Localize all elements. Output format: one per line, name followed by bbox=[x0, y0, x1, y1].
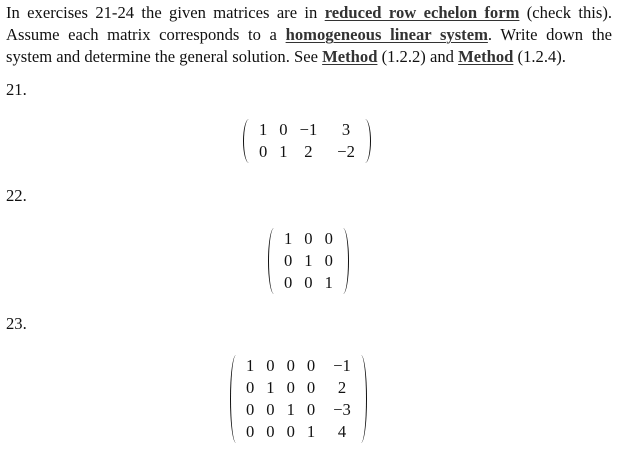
exercise-22-matrix bbox=[268, 228, 349, 294]
matrix-cell: −1 bbox=[299, 120, 318, 139]
intro-text-5: (1.2.4). bbox=[513, 47, 566, 66]
matrix-cell: 0 bbox=[324, 229, 333, 248]
matrix-cell: 0 bbox=[246, 422, 255, 441]
matrix-cell: 0 bbox=[304, 273, 313, 292]
matrix-cell: 1 bbox=[304, 251, 313, 270]
exercise-22-label: 22. bbox=[6, 186, 27, 205]
matrix-cell: −2 bbox=[337, 142, 355, 161]
matrix-cell: 4 bbox=[337, 422, 347, 441]
matrix-cell: 1 bbox=[246, 356, 255, 375]
matrix-cell: 0 bbox=[266, 422, 275, 441]
matrix-cell: 1 bbox=[286, 400, 295, 419]
matrix-row bbox=[278, 228, 339, 250]
matrix-cell: 0 bbox=[306, 356, 316, 375]
matrix-row bbox=[278, 250, 339, 272]
matrix-cell: 1 bbox=[284, 229, 293, 248]
matrix-row bbox=[240, 355, 357, 377]
matrix-row bbox=[240, 421, 357, 443]
matrix-cell: 3 bbox=[341, 120, 351, 139]
left-paren bbox=[268, 228, 278, 294]
matrix-cell: 1 bbox=[259, 120, 268, 139]
intro-text-2: (check this). Assume each matrix corresponds to a bbox=[6, 3, 612, 44]
matrix-cell: 0 bbox=[259, 142, 268, 161]
matrix-cell: 0 bbox=[246, 378, 255, 397]
matrix-cell: −3 bbox=[333, 400, 351, 419]
matrix-cell: 2 bbox=[337, 378, 347, 397]
matrix-cell: 0 bbox=[286, 356, 295, 375]
matrix-cell: 1 bbox=[279, 142, 288, 161]
method-1-2-4-link[interactable]: Method bbox=[458, 47, 514, 66]
matrix-cell: 1 bbox=[324, 273, 333, 292]
matrix-row bbox=[253, 119, 361, 141]
matrix-cell: 0 bbox=[284, 251, 293, 270]
intro-text-1: In exercises 21-24 the given matrices are in bbox=[6, 3, 325, 22]
matrix-cell: 0 bbox=[266, 400, 275, 419]
matrix-cell: 0 bbox=[306, 378, 316, 397]
exercise-23-matrix bbox=[230, 355, 367, 443]
matrix-cell: 0 bbox=[279, 120, 288, 139]
matrix-cell: 1 bbox=[306, 422, 316, 441]
matrix-cell: 2 bbox=[304, 142, 313, 161]
reduced-row-echelon-form-link[interactable]: reduced row echelon form bbox=[324, 3, 520, 22]
matrix-cell: 0 bbox=[266, 356, 275, 375]
matrix-row bbox=[240, 377, 357, 399]
exercise-21-label: 21. bbox=[6, 80, 27, 99]
matrix-row bbox=[240, 399, 357, 421]
intro-text-4: (1.2.2) and bbox=[377, 47, 459, 66]
left-paren bbox=[230, 355, 240, 443]
matrix-cell: 0 bbox=[286, 422, 295, 441]
matrix-cell: 0 bbox=[304, 229, 313, 248]
homogeneous-linear-system-link[interactable]: homogeneous linear system bbox=[285, 25, 488, 44]
left-paren bbox=[243, 119, 253, 163]
matrix-cell: 0 bbox=[306, 400, 316, 419]
intro-text-3: . Write down the system and determine the general solution. See bbox=[6, 25, 612, 66]
right-paren bbox=[357, 355, 367, 443]
matrix-cell: 1 bbox=[266, 378, 275, 397]
exercise-23-label: 23. bbox=[6, 314, 27, 333]
matrix-table bbox=[253, 119, 361, 163]
matrix-table bbox=[240, 355, 357, 443]
right-paren bbox=[339, 228, 349, 294]
matrix-table bbox=[278, 228, 339, 294]
matrix-cell: −1 bbox=[333, 356, 351, 375]
exercise-21-matrix bbox=[243, 119, 371, 163]
matrix-row bbox=[278, 272, 339, 294]
matrix-cell: 0 bbox=[284, 273, 293, 292]
right-paren bbox=[361, 119, 371, 163]
matrix-cell: 0 bbox=[324, 251, 333, 270]
instructions-paragraph bbox=[6, 2, 612, 68]
matrix-cell: 0 bbox=[286, 378, 295, 397]
matrix-cell: 0 bbox=[246, 400, 255, 419]
matrix-row bbox=[253, 141, 361, 163]
method-1-2-2-link[interactable]: Method bbox=[322, 47, 378, 66]
